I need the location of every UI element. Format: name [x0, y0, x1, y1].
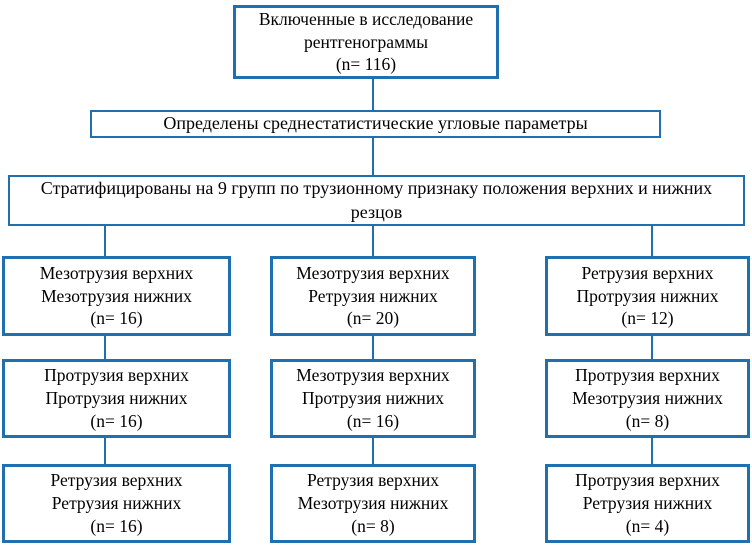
- box-sample-size: (n= 20): [346, 308, 400, 329]
- connector-row1-row2-left: [104, 334, 106, 360]
- box-text-line: Мезотрузия верхних: [39, 262, 194, 283]
- box-text-line: Ретрузия нижних: [51, 493, 182, 514]
- box-sample-size: (n= 8): [351, 515, 395, 536]
- flow-box-group-3: [545, 256, 750, 336]
- box-text-line: Мезотрузия нижних: [297, 493, 449, 514]
- box-sample-size: (n= 4): [625, 515, 670, 536]
- connector-step3-to-col-right: [651, 224, 653, 257]
- box-text-line: Стратифицированы на 9 групп по трузионному признаку положения верхних и нижних: [40, 178, 713, 199]
- connector-step3-to-col-middle: [372, 224, 374, 257]
- connector-row2-row3-left: [104, 436, 106, 465]
- box-sample-size: (n= 12): [621, 308, 674, 329]
- box-text-line: резцов: [350, 201, 403, 222]
- box-sample-size: (n= 16): [346, 410, 400, 431]
- flow-box-group-8: [270, 464, 476, 543]
- box-text-line: Мезотрузия верхних: [296, 365, 450, 386]
- flow-box-group-1: [2, 256, 231, 336]
- connector-row2-row3-middle: [372, 436, 374, 465]
- box-text-line: Определены среднестатистические угловые параметры: [163, 113, 588, 134]
- box-text-line: Ретрузия верхних: [581, 262, 714, 283]
- box-sample-size: (n= 8): [625, 410, 670, 431]
- flow-box-included-radiographs: [233, 5, 499, 79]
- flow-box-stratified-groups: [8, 175, 745, 226]
- box-text-line: Протрузия нижних: [301, 388, 445, 409]
- box-text-line: Мезотрузия нижних: [41, 285, 192, 306]
- box-text-line: Протрузия нижних: [45, 388, 188, 409]
- box-sample-size: (n= 16): [90, 515, 143, 536]
- box-text-line: Протрузия верхних: [575, 470, 720, 491]
- flow-box-group-4: [2, 359, 231, 438]
- box-text-line: Ретрузия верхних: [306, 470, 439, 491]
- box-text-line: рентгенограммы: [304, 31, 428, 52]
- flow-box-group-2: [270, 256, 476, 336]
- connector-row1-row2-middle: [372, 334, 374, 360]
- box-text-line: Включенные в исследование: [258, 8, 474, 29]
- box-sample-size: (n= 16): [90, 410, 143, 431]
- box-text-line: Ретрузия верхних: [50, 470, 183, 491]
- connector-step2-to-step3: [372, 136, 374, 176]
- connector-top-to-step2: [372, 77, 374, 111]
- box-text-line: Протрузия нижних: [576, 285, 719, 306]
- connector-row2-row3-right: [651, 436, 653, 465]
- box-sample-size: (n= 116): [335, 54, 397, 75]
- connector-step3-to-col-left: [104, 224, 106, 257]
- box-text-line: Протрузия верхних: [44, 365, 189, 386]
- connector-row1-row2-right: [651, 334, 653, 360]
- box-sample-size: (n= 16): [90, 308, 143, 329]
- box-text-line: Ретрузия нижних: [582, 493, 713, 514]
- box-text-line: Протрузия верхних: [575, 365, 720, 386]
- flow-box-group-5: [270, 359, 476, 438]
- flow-box-parameters-determined: [90, 110, 661, 138]
- box-text-line: Мезотрузия верхних: [296, 262, 450, 283]
- box-text-line: Ретрузия нижних: [308, 285, 438, 306]
- flow-box-group-6: [545, 359, 750, 438]
- flow-box-group-9: [545, 464, 750, 543]
- box-text-line: Мезотрузия нижних: [572, 388, 723, 409]
- flow-box-group-7: [2, 464, 231, 543]
